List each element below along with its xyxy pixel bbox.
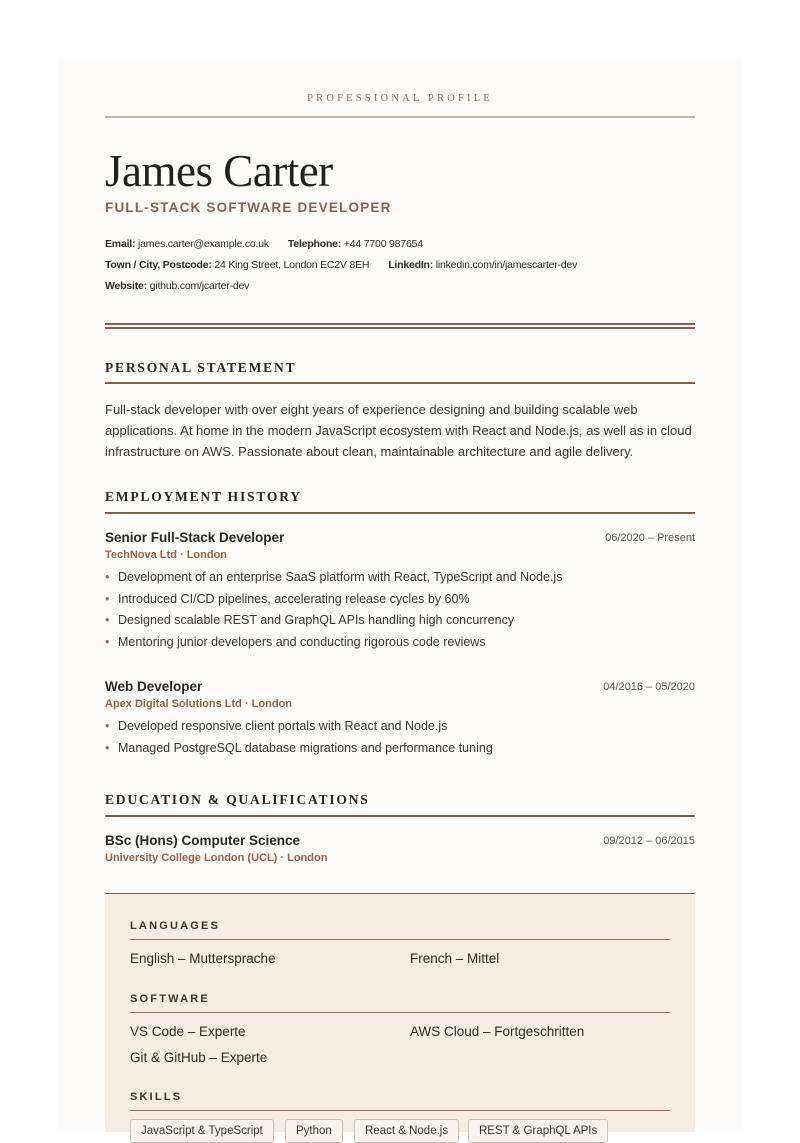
section-title-education: EDUCATION & QUALIFICATIONS [105, 792, 370, 807]
header-double-rule-bottom [105, 327, 695, 329]
contact-website[interactable]: Website: github.com/jcarter-dev [105, 280, 250, 292]
panel-title-skills: SKILLS [130, 1091, 183, 1103]
job-dates: 04/2016 – 05/2020 [603, 681, 695, 693]
contact-row [105, 255, 695, 276]
skill-chip: Python [285, 1119, 343, 1143]
skills-panel [105, 893, 695, 1137]
job-title: Senior Full-Stack Developer [105, 530, 285, 545]
list-item: • Designed scalable REST and GraphQL APIs handling high concurrency [105, 613, 515, 627]
contact-address: Town / City, Postcode: 24 King Street, London EC2V 8EH [105, 259, 370, 271]
section-title-statement: PERSONAL STATEMENT [105, 360, 297, 375]
education-entry [105, 833, 695, 864]
section-rule [105, 815, 695, 817]
skill-chip: JavaScript & TypeScript [130, 1119, 274, 1143]
job-entry [105, 530, 695, 653]
section-title-employment: EMPLOYMENT HISTORY [105, 489, 302, 504]
job-dates: 06/2020 – Present [605, 532, 695, 544]
section-rule [105, 382, 695, 384]
section-rule [105, 512, 695, 514]
job-organisation: Apex Digital Solutions Ltd · London [105, 698, 292, 710]
panel-title-languages: LANGUAGES [130, 920, 221, 932]
candidate-role: FULL-STACK SOFTWARE DEVELOPER [105, 200, 392, 215]
header-double-rule-top [105, 323, 695, 325]
language-item: English – Muttersprache [130, 951, 276, 966]
job-title: Web Developer [105, 679, 203, 694]
panel-rule [130, 1110, 670, 1111]
job-bullets [105, 716, 695, 759]
job-organisation: TechNova Ltd · London [105, 549, 228, 561]
skill-chip: React & Node.js [354, 1119, 459, 1143]
panel-title-software: SOFTWARE [130, 993, 210, 1005]
contact-row [105, 276, 695, 297]
job-entry [105, 679, 695, 759]
education-title: BSc (Hons) Computer Science [105, 833, 301, 848]
resume-page [57, 57, 743, 1137]
header-rule [105, 116, 695, 118]
software-item: AWS Cloud – Fortgeschritten [410, 1024, 585, 1039]
contact-email[interactable]: Email: james.carter@example.co.uk [105, 238, 269, 250]
panel-rule [130, 1012, 670, 1013]
skill-chip: REST & GraphQL APIs [468, 1119, 608, 1143]
list-item: • Developed responsive client portals with React and Node.js [105, 719, 448, 733]
software-item: VS Code – Experte [130, 1024, 246, 1039]
contact-block [105, 234, 695, 297]
list-item: • Introduced CI/CD pipelines, accelerating release cycles by 60% [105, 591, 470, 606]
contact-telephone[interactable]: Telephone: +44 7700 987654 [287, 238, 423, 250]
software-item: Git & GitHub – Experte [130, 1050, 268, 1065]
job-bullets [105, 567, 695, 653]
panel-rule [130, 939, 670, 940]
list-item: • Development of an enterprise SaaS platform with React, TypeScript and Node.js [105, 570, 563, 584]
list-item: • Mentoring junior developers and conducting rigorous code reviews [105, 634, 486, 649]
document-kicker: PROFESSIONAL PROFILE [307, 93, 493, 104]
contact-row [105, 234, 695, 255]
contact-linkedin[interactable]: LinkedIn: linkedin.com/in/jamescarter-dev [388, 259, 578, 271]
language-item: French – Mittel [410, 951, 500, 966]
candidate-name: James Carter [105, 146, 333, 196]
education-institution: University College London (UCL) · London [105, 852, 328, 864]
personal-statement-text: Full-stack developer with over eight years of experience designing and building scalable web applications. At home in the modern JavaScript ecosystem with React and Node.js, as well as in cloud infrastructure on AWS. Passionate about clean, maintainable architecture and agile delivery. [105, 402, 692, 459]
list-item: • Managed PostgreSQL database migrations and performance tuning [105, 740, 493, 755]
education-dates: 09/2012 – 06/2015 [603, 835, 695, 847]
